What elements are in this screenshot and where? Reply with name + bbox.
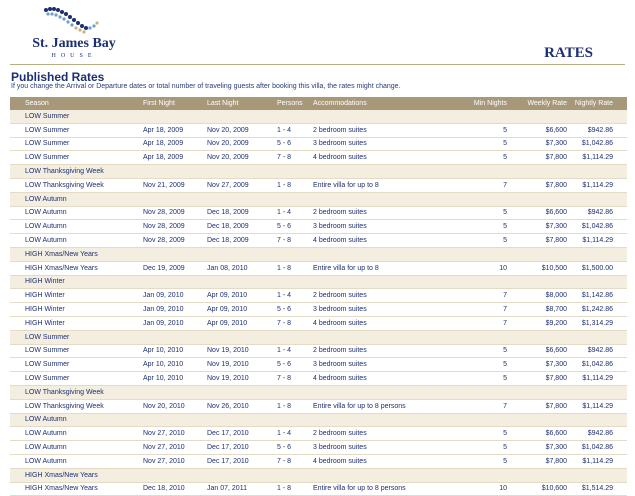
accommodations-cell: 4 bedroom suites [313,454,445,468]
season-group-row [10,385,627,399]
weekly-rate-cell: $7,300 [507,220,567,234]
first-night-cell: Nov 28, 2009 [143,234,207,248]
nightly-rate-cell: $1,114.29 [567,454,627,468]
rate-row [10,344,627,358]
first-night-cell: Apr 10, 2010 [143,344,207,358]
weekly-rate-cell: $10,500 [507,261,567,275]
first-night-cell: Dec 18, 2010 [143,482,207,496]
last-night-cell: Dec 17, 2010 [207,427,277,441]
accommodations-cell: 2 bedroom suites [313,289,445,303]
accommodations-cell: 2 bedroom suites [313,344,445,358]
weekly-rate-cell: $10,600 [507,482,567,496]
first-night-cell: Jan 09, 2010 [143,289,207,303]
nightly-rate-cell: $1,042.86 [567,358,627,372]
persons-cell: 1 - 4 [277,344,313,358]
rate-row [10,303,627,317]
nightly-rate-cell: $1,242.86 [567,303,627,317]
accommodations-cell: 4 bedroom suites [313,316,445,330]
first-night-cell: Nov 20, 2010 [143,399,207,413]
accommodations-cell: 3 bedroom suites [313,220,445,234]
first-night-cell: Apr 18, 2009 [143,123,207,137]
first-night-cell: Apr 10, 2010 [143,358,207,372]
nightly-rate-cell: $1,114.29 [567,234,627,248]
last-night-cell: Nov 27, 2009 [207,178,277,192]
rate-row [10,399,627,413]
accommodations-cell: 2 bedroom suites [313,206,445,220]
accommodations-cell: 4 bedroom suites [313,234,445,248]
season-group-row [10,413,627,427]
season-group-label: LOW Summer [10,110,627,123]
col-header-persons: Persons [277,97,313,110]
nightly-rate-cell: $1,042.86 [567,137,627,151]
page-heading: RATES [544,45,593,61]
min-nights-cell: 7 [445,316,507,330]
col-header-accommodations: Accommodations [313,97,445,110]
persons-cell: 1 - 8 [277,261,313,275]
weekly-rate-cell: $7,300 [507,137,567,151]
rates-table-body [10,110,627,496]
season-group-row [10,330,627,344]
weekly-rate-cell: $8,700 [507,303,567,317]
season-group-label: LOW Summer [10,330,627,344]
accommodations-cell: Entire villa for up to 8 [313,261,445,275]
last-night-cell: Nov 26, 2010 [207,399,277,413]
season-cell: LOW Thanksgiving Week [10,399,143,413]
rate-row [10,234,627,248]
accommodations-cell: 3 bedroom suites [313,137,445,151]
col-header-weekly-rate: Weekly Rate [507,97,567,110]
min-nights-cell: 5 [445,137,507,151]
last-night-cell: Nov 19, 2010 [207,358,277,372]
weekly-rate-cell: $9,200 [507,316,567,330]
nightly-rate-cell: $942.86 [567,344,627,358]
nightly-rate-cell: $1,514.29 [567,482,627,496]
first-night-cell: Dec 19, 2009 [143,261,207,275]
nightly-rate-cell: $1,042.86 [567,220,627,234]
season-cell: LOW Summer [10,151,143,165]
rate-row [10,206,627,220]
season-group-row [10,192,627,206]
rate-row [10,151,627,165]
nightly-rate-cell: $1,500.00 [567,261,627,275]
weekly-rate-cell: $7,300 [507,358,567,372]
season-group-row [10,468,627,482]
min-nights-cell: 5 [445,427,507,441]
col-header-first-night: First Night [143,97,207,110]
weekly-rate-cell: $8,000 [507,289,567,303]
season-cell: HIGH Winter [10,289,143,303]
nightly-rate-cell: $1,114.29 [567,372,627,386]
first-night-cell: Apr 18, 2009 [143,137,207,151]
persons-cell: 1 - 8 [277,399,313,413]
col-header-season: Season [10,97,143,110]
last-night-cell: Nov 19, 2010 [207,372,277,386]
min-nights-cell: 5 [445,234,507,248]
min-nights-cell: 5 [445,441,507,455]
last-night-cell: Apr 09, 2010 [207,316,277,330]
persons-cell: 7 - 8 [277,316,313,330]
persons-cell: 5 - 6 [277,441,313,455]
min-nights-cell: 5 [445,372,507,386]
persons-cell: 1 - 4 [277,427,313,441]
min-nights-cell: 7 [445,178,507,192]
last-night-cell: Dec 18, 2009 [207,206,277,220]
season-group-label: LOW Autumn [10,413,627,427]
nightly-rate-cell: $1,142.86 [567,289,627,303]
first-night-cell: Nov 27, 2010 [143,454,207,468]
accommodations-cell: 3 bedroom suites [313,358,445,372]
accommodations-cell: 3 bedroom suites [313,303,445,317]
table-header-row [10,97,627,110]
persons-cell: 5 - 6 [277,220,313,234]
min-nights-cell: 5 [445,206,507,220]
min-nights-cell: 10 [445,482,507,496]
section-title: Published Rates [11,70,105,84]
min-nights-cell: 5 [445,220,507,234]
rate-row [10,289,627,303]
weekly-rate-cell: $6,600 [507,344,567,358]
rate-row [10,441,627,455]
rate-row [10,427,627,441]
accommodations-cell: Entire villa for up to 8 [313,178,445,192]
accommodations-cell: Entire villa for up to 8 persons [313,482,445,496]
rate-change-note: If you change the Arrival or Departure dates or total number of traveling guests after booking this villa, the rates might change. [11,83,401,90]
rate-row [10,123,627,137]
min-nights-cell: 5 [445,454,507,468]
rate-row [10,137,627,151]
min-nights-cell: 5 [445,358,507,372]
last-night-cell: Nov 20, 2009 [207,123,277,137]
first-night-cell: Apr 18, 2009 [143,151,207,165]
nightly-rate-cell: $1,114.29 [567,178,627,192]
persons-cell: 1 - 4 [277,289,313,303]
weekly-rate-cell: $7,800 [507,234,567,248]
season-cell: LOW Autumn [10,234,143,248]
season-cell: LOW Summer [10,372,143,386]
persons-cell: 1 - 8 [277,178,313,192]
last-night-cell: Jan 07, 2011 [207,482,277,496]
season-cell: LOW Summer [10,137,143,151]
nightly-rate-cell: $1,114.29 [567,399,627,413]
weekly-rate-cell: $6,600 [507,206,567,220]
first-night-cell: Apr 10, 2010 [143,372,207,386]
min-nights-cell: 7 [445,289,507,303]
last-night-cell: Apr 09, 2010 [207,303,277,317]
nightly-rate-cell: $1,042.86 [567,441,627,455]
min-nights-cell: 5 [445,344,507,358]
nightly-rate-cell: $942.86 [567,427,627,441]
last-night-cell: Apr 09, 2010 [207,289,277,303]
season-group-label: LOW Thanksgiving Week [10,385,627,399]
first-night-cell: Jan 09, 2010 [143,316,207,330]
persons-cell: 7 - 8 [277,234,313,248]
persons-cell: 5 - 6 [277,137,313,151]
season-cell: LOW Autumn [10,206,143,220]
accommodations-cell: 2 bedroom suites [313,427,445,441]
nightly-rate-cell: $942.86 [567,123,627,137]
min-nights-cell: 5 [445,151,507,165]
first-night-cell: Nov 27, 2010 [143,441,207,455]
season-group-label: HIGH Winter [10,275,627,289]
col-header-nightly-rate: Nightly Rate [567,97,627,110]
weekly-rate-cell: $7,800 [507,151,567,165]
last-night-cell: Dec 17, 2010 [207,441,277,455]
last-night-cell: Dec 18, 2009 [207,234,277,248]
rate-row [10,178,627,192]
season-group-row [10,275,627,289]
accommodations-cell: 3 bedroom suites [313,441,445,455]
season-cell: HIGH Winter [10,316,143,330]
first-night-cell: Nov 28, 2009 [143,220,207,234]
season-group-label: LOW Thanksgiving Week [10,165,627,179]
col-header-min-nights: Min Nights [445,97,507,110]
persons-cell: 1 - 4 [277,206,313,220]
season-group-row [10,110,627,123]
weekly-rate-cell: $6,600 [507,123,567,137]
brand-subtitle: HOUSE [51,53,97,59]
weekly-rate-cell: $7,800 [507,399,567,413]
last-night-cell: Dec 17, 2010 [207,454,277,468]
min-nights-cell: 5 [445,123,507,137]
persons-cell: 5 - 6 [277,303,313,317]
season-cell: LOW Summer [10,358,143,372]
weekly-rate-cell: $7,300 [507,441,567,455]
season-cell: HIGH Xmas/New Years [10,261,143,275]
last-night-cell: Nov 20, 2009 [207,137,277,151]
season-cell: LOW Summer [10,344,143,358]
persons-cell: 7 - 8 [277,454,313,468]
brand-name: St. James Bay [32,36,116,51]
persons-cell: 1 - 4 [277,123,313,137]
accommodations-cell: Entire villa for up to 8 persons [313,399,445,413]
nightly-rate-cell: $942.86 [567,206,627,220]
accommodations-cell: 4 bedroom suites [313,372,445,386]
season-group-row [10,247,627,261]
accommodations-cell: 2 bedroom suites [313,123,445,137]
rate-row [10,261,627,275]
last-night-cell: Jan 08, 2010 [207,261,277,275]
season-group-label: HIGH Xmas/New Years [10,468,627,482]
nightly-rate-cell: $1,114.29 [567,151,627,165]
rate-row [10,372,627,386]
rate-row [10,482,627,496]
min-nights-cell: 7 [445,303,507,317]
season-cell: LOW Autumn [10,454,143,468]
header-divider [10,64,625,65]
last-night-cell: Nov 20, 2009 [207,151,277,165]
persons-cell: 7 - 8 [277,372,313,386]
season-group-label: LOW Autumn [10,192,627,206]
first-night-cell: Nov 27, 2010 [143,427,207,441]
min-nights-cell: 10 [445,261,507,275]
season-cell: HIGH Winter [10,303,143,317]
last-night-cell: Nov 19, 2010 [207,344,277,358]
season-group-row [10,165,627,179]
brand-logo[interactable] [22,6,122,60]
persons-cell: 5 - 6 [277,358,313,372]
rate-row [10,358,627,372]
persons-cell: 1 - 8 [277,482,313,496]
nightly-rate-cell: $1,314.29 [567,316,627,330]
season-cell: LOW Autumn [10,441,143,455]
first-night-cell: Nov 28, 2009 [143,206,207,220]
persons-cell: 7 - 8 [277,151,313,165]
weekly-rate-cell: $6,600 [507,427,567,441]
last-night-cell: Dec 18, 2009 [207,220,277,234]
season-group-label: HIGH Xmas/New Years [10,247,627,261]
season-cell: LOW Autumn [10,427,143,441]
weekly-rate-cell: $7,800 [507,454,567,468]
season-cell: LOW Thanksgiving Week [10,178,143,192]
accommodations-cell: 4 bedroom suites [313,151,445,165]
weekly-rate-cell: $7,800 [507,372,567,386]
season-cell: LOW Summer [10,123,143,137]
rate-row [10,316,627,330]
first-night-cell: Jan 09, 2010 [143,303,207,317]
season-cell: LOW Autumn [10,220,143,234]
dotted-arc-logo-icon [40,6,102,36]
season-cell: HIGH Xmas/New Years [10,482,143,496]
rates-table [10,97,627,496]
min-nights-cell: 7 [445,399,507,413]
rate-row [10,454,627,468]
rate-row [10,220,627,234]
first-night-cell: Nov 21, 2009 [143,178,207,192]
col-header-last-night: Last Night [207,97,277,110]
weekly-rate-cell: $7,800 [507,178,567,192]
